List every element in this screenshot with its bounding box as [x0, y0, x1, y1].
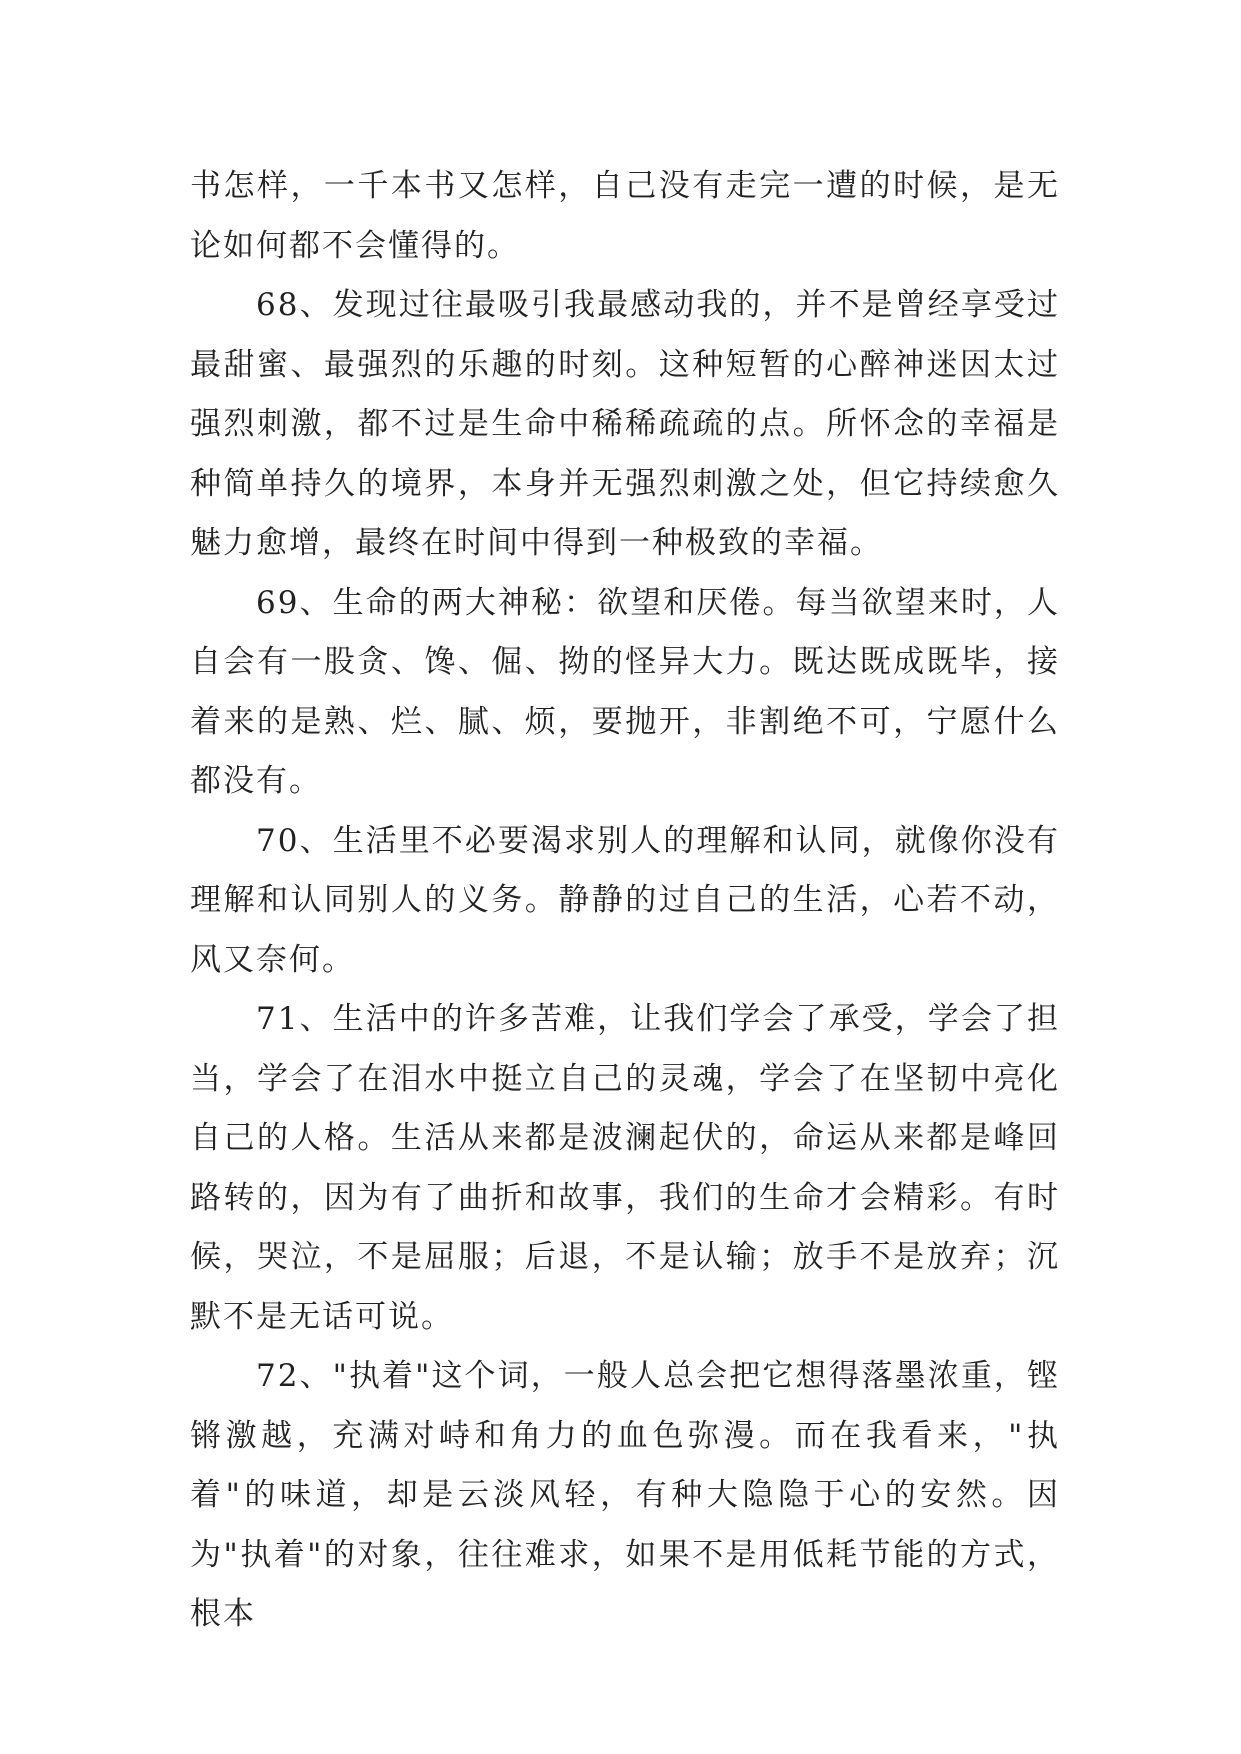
- paragraph-71: 71、生活中的许多苦难，让我们学会了承受，学会了担当，学会了在泪水中挺立自己的灵魂，学会了在坚韧中亮化自己的人格。生活从来都是波澜起伏的，命运从来都是峰回路转的，因为有了曲折和故事，我们的生命才会精彩。有时候，哭泣，不是屈服；后退，不是认输；放手不是放弃；沉默不是无话可说。: [190, 1001, 1060, 1335]
- body-text: [190, 157, 1060, 1645]
- paragraph-69: 69、生命的两大神秘：欲望和厌倦。每当欲望来时，人自会有一股贪、馋、倔、拗的怪异大力。既达既成既毕，接着来的是熟、烂、腻、烦，要抛开，非割绝不可，宁愿什么都没有。: [190, 584, 1060, 799]
- paragraph-continuation: 书怎样，一千本书又怎样，自己没有走完一遭的时候，是无论如何都不会懂得的。: [190, 168, 1060, 264]
- paragraph-68: 68、发现过往最吸引我最感动我的，并不是曾经享受过最甜蜜、最强烈的乐趣的时刻。这种短暂的心醉神迷因太过强烈刺激，都不过是生命中稀稀疏疏的点。所怀念的幸福是种简单持久的境界，本身并无强烈刺激之处，但它持续愈久魅力愈增，最终在时间中得到一种极致的幸福。: [190, 287, 1060, 561]
- paragraph-70: 70、生活里不必要渴求别人的理解和认同，就像你没有理解和认同别人的义务。静静的过自己的生活，心若不动，风又奈何。: [190, 822, 1060, 978]
- paragraph-72: 72、"执着"这个词，一般人总会把它想得落墨浓重，铿锵激越，充满对峙和角力的血色弥漫。而在我看来，"执着"的味道，却是云淡风轻，有种大隐隐于心的安然。因为"执着"的对象，往往难求，如果不是用低耗节能的方式，根本: [190, 1358, 1060, 1632]
